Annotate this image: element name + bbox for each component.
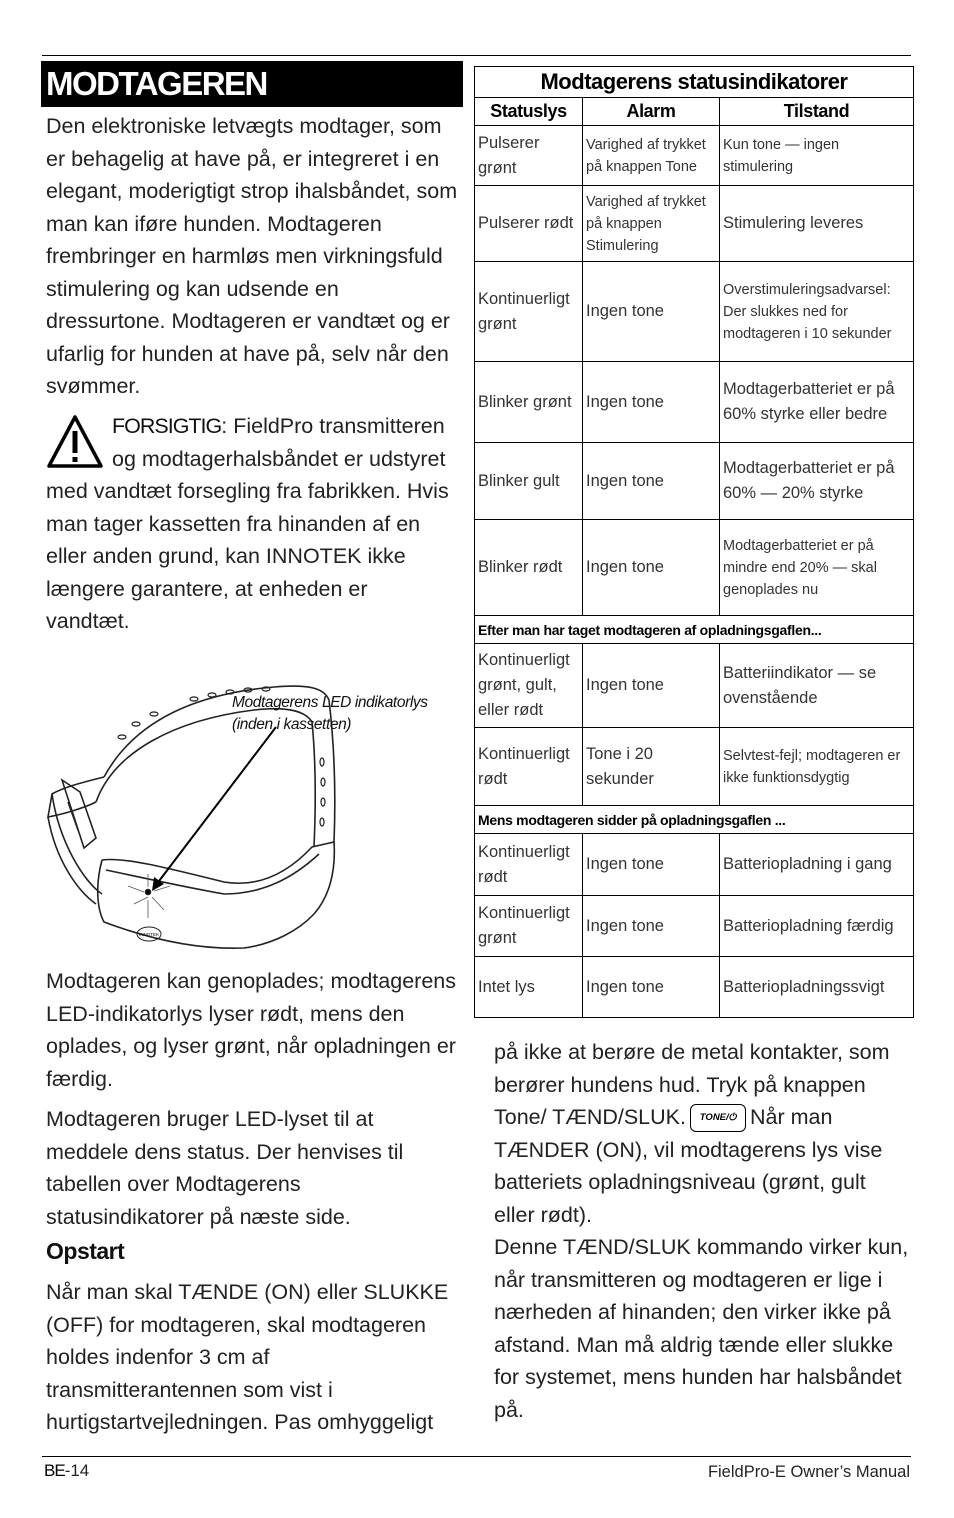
opstart-heading: Opstart xyxy=(46,1238,125,1264)
table-row: Intet lys Ingen tone Batteriopladningssvigt xyxy=(475,957,914,1018)
manual-title: FieldPro-E Owner’s Manual xyxy=(707,1463,910,1481)
on-off-range-text: Denne TÆND/SLUK kommando virker kun, når transmitteren og modtageren er lige i nærheden af hinanden; den virker ikke på afstand. Man må aldrig tænde eller slukke for systemet, mens hunden har halsbåndet på. xyxy=(494,1235,909,1422)
right-column-text xyxy=(494,1036,912,1426)
page-title: MODTAGEREN xyxy=(41,61,463,107)
col-header-statuslys: Statuslys xyxy=(475,98,583,126)
table-section-while-charging: Mens modtageren sidder på opladningsgaflen ... xyxy=(475,806,914,834)
caution-label: FORSIGTIG xyxy=(112,414,222,438)
table-row: Kontinuerligt grønt Ingen tone Overstimuleringsadvarsel: Der slukkes ned for modtageren i 10 sekunder xyxy=(475,262,914,362)
status-indicator-table xyxy=(474,66,914,1018)
caution-text: : FieldPro transmitteren og modtagerhalsbåndet er udstyret med vandtæt forsegling fra fabrikken. Hvis man tager kassetten fra hinanden af en eller anden grund, kan INNOTEK ikke længere garantere, at enheden er vandtæt. xyxy=(46,414,449,633)
table-row: Kontinuerligt grønt, gult, eller rødt Ingen tone Batteriindikator — se ovenstående xyxy=(475,644,914,728)
collar-brand: INNOTEK xyxy=(138,932,160,937)
table-caption: Modtagerens statusindikatorer xyxy=(475,67,914,98)
table-row: Blinker grønt Ingen tone Modtagerbatteriet er på 60% styrke eller bedre xyxy=(475,362,914,443)
col-header-alarm: Alarm xyxy=(583,98,720,126)
page-number: BE-14 xyxy=(44,1461,90,1480)
intro-paragraph xyxy=(46,110,461,403)
tone-power-button-icon: TONE/⏻ xyxy=(690,1104,746,1132)
table-row: Blinker gult Ingen tone Modtagerbatteriet er på 60% — 20% styrke xyxy=(475,443,914,520)
bottom-rule xyxy=(42,1456,911,1457)
table-row: Kontinuerligt grønt Ingen tone Batteriopladning færdig xyxy=(475,896,914,957)
table-row: Kontinuerligt rødt Tone i 20 sekunder Selvtest-fejl; modtageren er ikke funktionsdygtig xyxy=(475,728,914,806)
opstart-paragraph: Når man skal TÆNDE (ON) eller SLUKKE (OFF) for modtageren, skal modtageren holdes indenfor 3 cm af transmitterantennen som vist i hurtigstartvejledningen. Pas omhyggeligt xyxy=(46,1280,449,1434)
table-row: Blinker rødt Ingen tone Modtagerbatteriet er på mindre end 20% — skal genoplades nu xyxy=(475,520,914,616)
power-on-text: Når man TÆNDER (ON), vil modtagerens lys vise batteriets opladningsniveau (grønt, gult eller rødt). xyxy=(494,1105,883,1227)
table-row: Pulserer rødt Varighed af trykket på knappen Stimulering Stimulering leveres xyxy=(475,186,914,262)
recharge-paragraph: Modtageren kan genoplades; modtagerens LED-indikatorlys lyser rødt, mens den oplades, og lyser grønt, når opladningen er færdig. xyxy=(46,969,456,1091)
led-indicator-label: Modtagerens LED indikatorlys (inden i kassetten) xyxy=(232,694,428,733)
caution-block xyxy=(46,410,456,638)
intro-text: Den elektroniske letvægts modtager, som er behagelig at have på, er integreret i en elegant, moderigtigt strop ihalsbåndet, som man kan iføre hunden. Modtageren frembringer en harmløs men virkningsfuld stimulering og kan udsende en dressurtone. Modtageren er vandtæt og er ufarlig for hunden at have på, selv når den svømmer. xyxy=(46,114,458,398)
table-row: Kontinuerligt rødt Ingen tone Batteriopladning i gang xyxy=(475,834,914,896)
status-paragraph: Modtageren bruger LED-lyset til at meddele dens status. Der henvises til tabellen over Modtagerens statusindikatorer på næste side. xyxy=(46,1107,404,1229)
table-row: Pulserer grønt Varighed af trykket på knappen Tone Kun tone — ingen stimulering xyxy=(475,126,914,186)
table-section-after-charging: Efter man har taget modtageren af opladningsgaflen... xyxy=(475,616,914,644)
col-header-tilstand: Tilstand xyxy=(720,98,914,126)
contact-warning-text: på ikke at berøre de metal kontakter, som berører hundens hud. Tryk på knappen Tone/ TÆND/SLUK. xyxy=(494,1040,890,1129)
warning-icon xyxy=(46,414,104,469)
top-rule xyxy=(42,55,911,56)
